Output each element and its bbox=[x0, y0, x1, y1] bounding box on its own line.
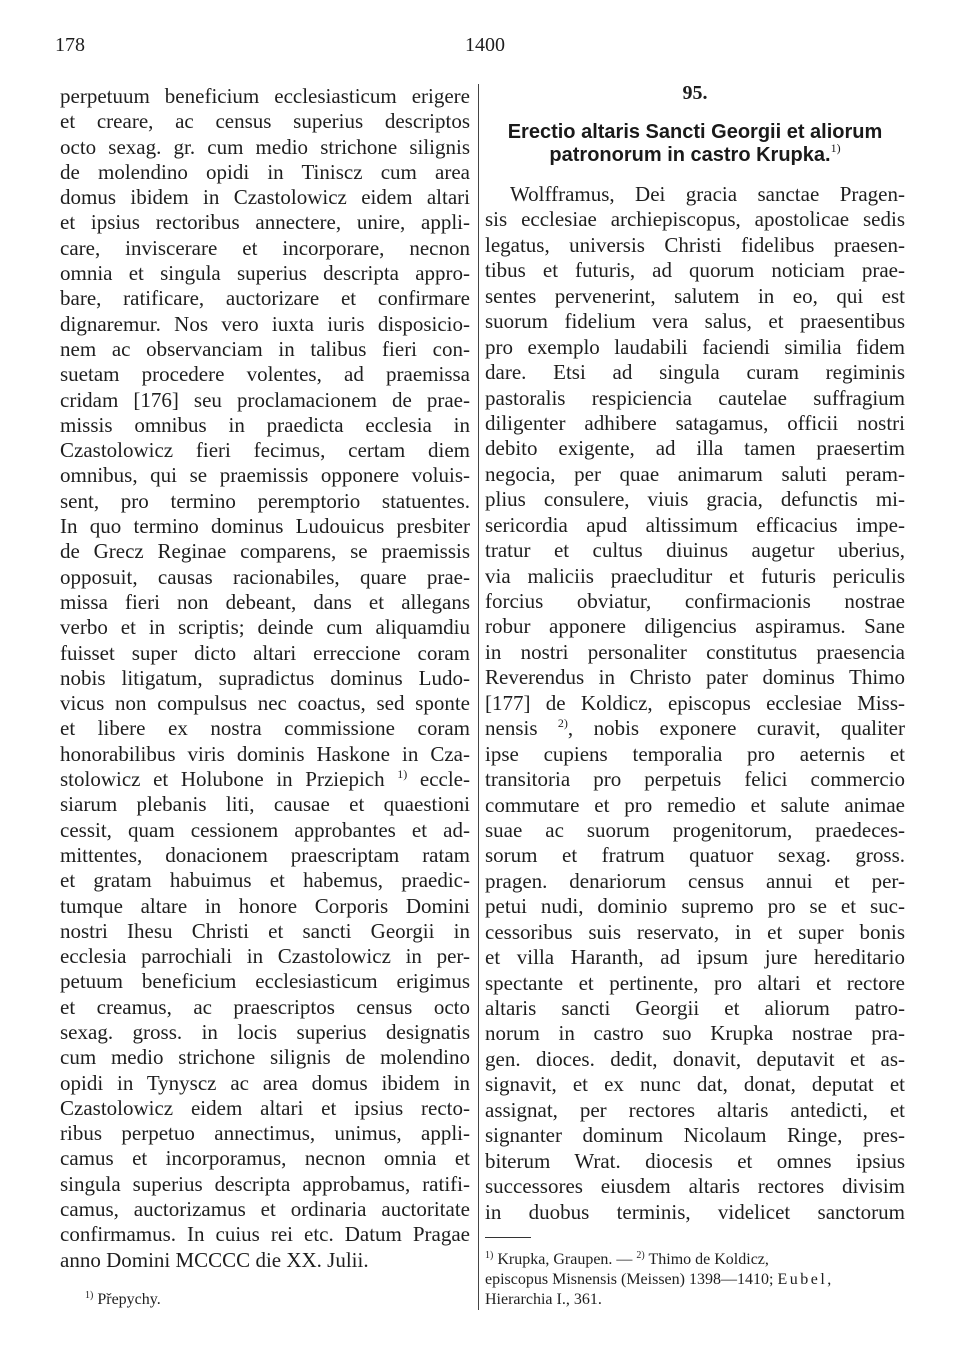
text-line: suae ac suorum progenitorum, praedeces- bbox=[485, 817, 905, 842]
text-line: camus et incorporamus, necnon omnia et bbox=[60, 1146, 470, 1171]
text-line: et libere ex nostra commissione coram bbox=[60, 716, 470, 741]
page-number: 178 bbox=[55, 34, 85, 56]
text-line: sentes pervenerint, salutem in eo, qui est bbox=[485, 283, 905, 308]
footnote-marker: 1) bbox=[397, 767, 408, 782]
text-line: gen. dioces. dedit, donavit, deputavit et as- bbox=[485, 1046, 905, 1071]
text-line: sexag. gross. in locis superius designatis bbox=[60, 1019, 470, 1044]
text-line: anno Domini MCCCC die XX. Julii. bbox=[60, 1247, 369, 1272]
text-line: In quo termino dominus Ludouicus presbiter bbox=[60, 514, 470, 539]
footnote-author: Eubel bbox=[777, 1271, 828, 1288]
text-line: honorabilibus viris dominis Haskone in Cza- bbox=[60, 741, 470, 766]
text-line: debito exigente, ad illa tamen praesertim bbox=[485, 436, 905, 461]
footnote-marker: 2) bbox=[636, 1250, 645, 1261]
text-line: transitoria pro perpetuis felici commercio bbox=[485, 767, 905, 792]
text-line: et ipsius rectoribus annectere, unire, appli- bbox=[60, 210, 470, 235]
text-line: in nostri personaliter constitutus praesencia bbox=[485, 639, 905, 664]
text-line: ipse cupiens temporalia pro aeternis et bbox=[485, 741, 905, 766]
footnote-line: Hierarchia I., 361. bbox=[485, 1291, 602, 1308]
text-line: nem ac observanciam in talibus fieri con- bbox=[60, 336, 470, 361]
text-line: omnia et singula superius descripta appro- bbox=[60, 261, 470, 286]
text-line: care, inviscerare et incorporare, necnon bbox=[60, 235, 470, 260]
text-line: missa fieri non debeant, dans et allegans bbox=[60, 589, 470, 614]
text-line: Czastolowicz fieri fecimus, certam diem bbox=[60, 438, 470, 463]
text-line: cessit, quam cessionem approbantes et ad- bbox=[60, 817, 470, 842]
text-line: et villa Haranth, ad ipsum jure hereditario bbox=[485, 945, 905, 970]
text-line: sis ecclesiae archiepiscopus, apostolicae sedis bbox=[485, 207, 905, 232]
text-line: opidi in Tynyscz ac area domus ibidem in bbox=[60, 1070, 470, 1095]
text-line: diligenter adhibere satagamus, officii nostri bbox=[485, 410, 905, 435]
right-footnotes bbox=[485, 1250, 905, 1310]
text-line: Wolfframus, Dei gracia sanctae Pragen- bbox=[510, 182, 905, 206]
footnote-line bbox=[485, 1250, 905, 1270]
footnote-line bbox=[485, 1270, 905, 1290]
text-line: robur apponere diligencius aspiramus. Sane bbox=[485, 614, 905, 639]
text-line: sent, pro termino peremptorio statuentes. bbox=[60, 488, 470, 513]
footnote-text: Krupka, Graupen. — bbox=[493, 1251, 637, 1268]
text-line: signavit, et ex nunc dat, donat, deputat et bbox=[485, 1072, 905, 1097]
text-line: opposuit, causas racionabiles, quare prae- bbox=[60, 564, 470, 589]
text-line: de molendino opidi in Tiniscz cum area bbox=[60, 159, 470, 184]
text-line: mittentes, donacionem praescriptam ratam bbox=[60, 842, 470, 867]
text-line: dare. Etsi ad singula curam regiminis bbox=[485, 360, 905, 385]
text-line: negocia, per quae animarum saluti peram- bbox=[485, 461, 905, 486]
text-line: pastoralis respiciencia cautelae suffragium bbox=[485, 385, 905, 410]
text-line: verbo et in scriptis; deinde cum aliquamdiu bbox=[60, 615, 470, 640]
text-line: vicus non compulsus nec coactus, sed sponte bbox=[60, 691, 470, 716]
text-line: commutare et pro remedio et salute animae bbox=[485, 792, 905, 817]
footnote-text: , bbox=[827, 1271, 832, 1288]
text-line: [177] de Koldicz, episcopus ecclesiae Miss- bbox=[485, 690, 905, 715]
text-line: tratur et cultus diuinus augetur uberius, bbox=[485, 538, 905, 563]
text-line: omnibus, qui se praemissis opponere voluis- bbox=[60, 463, 470, 488]
text-line: petui nudi, dominio supremo pro se et suc- bbox=[485, 894, 905, 919]
text-line: tibus et futuris, ad quorum noticiam prae- bbox=[485, 258, 905, 283]
text-line: cessoribus suis reservato, in et super bonis bbox=[485, 919, 905, 944]
text-line: Reverendus in Christo pater dominus Thimo bbox=[485, 665, 905, 690]
footnote-text: Thimo de Koldicz, bbox=[644, 1251, 769, 1268]
text-line: pragen. denariorum census annui et per- bbox=[485, 868, 905, 893]
text-line: plius consulere, viuis gracia, defunctis mi- bbox=[485, 487, 905, 512]
text-line: ribus perpetuo annectimus, unimus, appli- bbox=[60, 1121, 470, 1146]
text-line: Czastolowicz eidem altari et ipsius recto- bbox=[60, 1095, 470, 1120]
right-column-text bbox=[485, 182, 905, 1225]
column-divider bbox=[478, 84, 479, 1310]
text-line: ecclesia parrochiali in Czastolowicz in per- bbox=[60, 944, 470, 969]
footnote-marker: 1) bbox=[85, 1290, 94, 1301]
text-line: tumque altare in honore Corporis Domini bbox=[60, 893, 470, 918]
text-line: altaris sancti Georgii et aliorum patro- bbox=[485, 996, 905, 1020]
text-line: biterum Wrat. diocesis et omnes ipsius bbox=[485, 1148, 905, 1173]
text-line: sericordia apud altissimum efficacius impe- bbox=[485, 512, 905, 537]
text-line: bare, ratificare, auctorizare et confirmare bbox=[60, 286, 470, 311]
left-footnote bbox=[85, 1290, 161, 1310]
left-column-text bbox=[60, 84, 470, 1273]
document-title bbox=[485, 121, 905, 167]
text-line: de Grecz Reginae comparens, se praemissis bbox=[60, 539, 470, 564]
footnote-text: Přepychy. bbox=[93, 1291, 161, 1308]
text-line: suetam procedere volentes, ad praemissa bbox=[60, 362, 470, 387]
text-line: camus, auctorizamus et ordinaria auctoritate bbox=[60, 1197, 470, 1222]
text-line: perpetuum beneficium ecclesiasticum erigere bbox=[60, 84, 470, 108]
footnote-text: episcopus Misnensis (Meissen) 1398—1410; bbox=[485, 1271, 778, 1288]
text-line: signanter dominum Nicolaum Ringe, pres- bbox=[485, 1123, 905, 1148]
title-line-1: Erectio altaris Sancti Georgii et aliorum bbox=[507, 121, 883, 143]
text-line: nostri Ihesu Christi et sancti Georgii in bbox=[60, 918, 470, 943]
text-line: et creare, ac census superius descriptos bbox=[60, 109, 470, 134]
text-line: et gratam habuimus et habemus, praedic- bbox=[60, 868, 470, 893]
text-line: successores eiusdem altaris rectores divisim bbox=[485, 1174, 905, 1199]
title-line-2-text: patronorum in castro Krupka. bbox=[549, 144, 831, 166]
text-line: legatus, universis Christi fidelibus praesen- bbox=[485, 232, 905, 257]
document-number: 95. bbox=[682, 82, 708, 104]
text-line: singula superius descripta approbamus, ratifi- bbox=[60, 1171, 470, 1196]
text-line: octo sexag. gr. cum medio strichone silignis bbox=[60, 134, 470, 159]
title-line-2 bbox=[485, 141, 905, 167]
text-line: dignaremur. Nos vero iuxta iuris disposicio- bbox=[60, 311, 470, 336]
text-line: sorum et fratrum quatuor sexag. gross. bbox=[485, 843, 905, 868]
text-line: petuum beneficium ecclesiasticum erigimus bbox=[60, 969, 470, 994]
text-line: pro exemplo laudabili faciendi similia fidem bbox=[485, 334, 905, 359]
text-line: via maliciis praecluditur et futuris periculis bbox=[485, 563, 905, 588]
text-line: stolowicz et Holubone in Prziepich $^{1)}$ eccle- bbox=[60, 767, 470, 792]
text-line: domus ibidem in Czastolowicz eidem altari bbox=[60, 185, 470, 210]
text-line: in duobus terminis, videlicet sanctorum bbox=[485, 1199, 905, 1224]
text-line: missis omnibus in praedicta ecclesia in bbox=[60, 412, 470, 437]
text-line: norum in castro suo Krupka nostrae pra- bbox=[485, 1021, 905, 1046]
footnote-marker: 2) bbox=[557, 716, 568, 731]
text-line: siarum plebanis liti, causae et quaestioni bbox=[60, 792, 470, 817]
footnote-marker: 1) bbox=[485, 1250, 494, 1261]
text-line: confirmamus. In cuius rei etc. Datum Pragae bbox=[60, 1222, 470, 1247]
running-head-year: 1400 bbox=[465, 34, 505, 56]
text-line: nobis litigatum, supradictus dominus Ludo- bbox=[60, 665, 470, 690]
text-line: fuisset super dicto altari erreccione coram bbox=[60, 640, 470, 665]
text-line: et creamus, ac praescriptos census octo bbox=[60, 994, 470, 1019]
footnote-marker: 1) bbox=[830, 141, 841, 155]
text-line: cridam [176] seu proclamacionem de prae- bbox=[60, 387, 470, 412]
text-line: cum medio strichone silignis de molendino bbox=[60, 1045, 470, 1070]
footnote-rule bbox=[485, 1237, 531, 1238]
text-line: assignat, per rectores altaris antedicti, et bbox=[485, 1097, 905, 1122]
text-line: suorum fidelium vera salus, et praesentibus bbox=[485, 309, 905, 334]
text-line: spectante et pertinente, pro altari et rectore bbox=[485, 970, 905, 995]
text-line: forcius obviatur, confirmacionis nostrae bbox=[485, 589, 905, 613]
text-line: nensis $^{2)}$, nobis exponere curavit, qualiter bbox=[485, 716, 905, 741]
